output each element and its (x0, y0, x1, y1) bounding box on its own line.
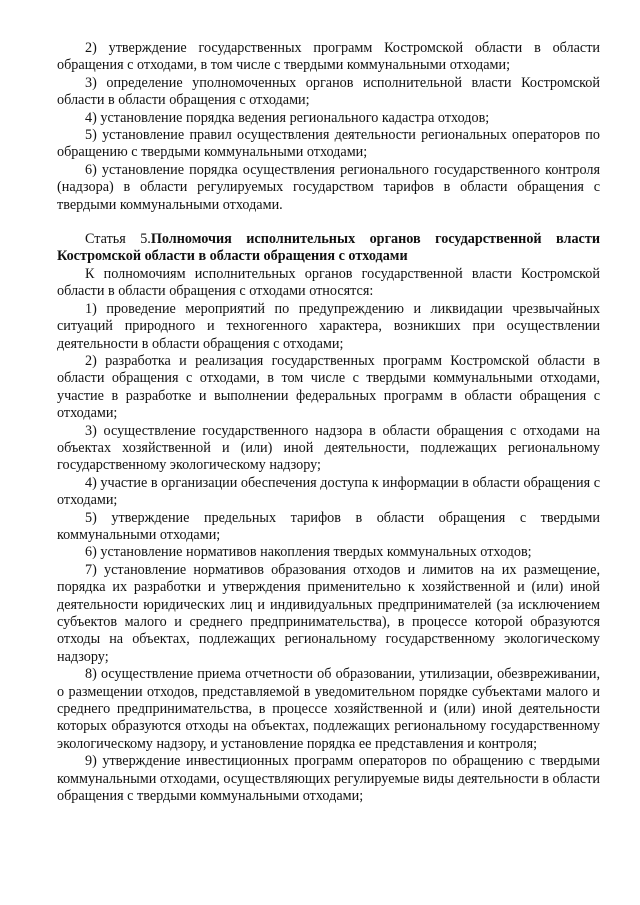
intro-item: 2) утверждение государственных программ Костромской области в области обращения с отходами, в том числе с твердыми коммунальными отходами; (57, 40, 600, 74)
intro-item: 6) установление порядка осуществления регионального государственного контроля (надзора) в области регулируемых государством тарифов в области обращения с твердыми коммунальными отходами. (57, 161, 600, 213)
article-item: 8) осуществление приема отчетности об образовании, утилизации, обезвреживании, о размещении отходов, представляемой в уведомительном порядке субъектами малого и среднего предпринимательства, в процессе хозяйственной и (или) иной деятельности которых образуются отходы на объектах, подлежащих региональному государственному экологическому надзору, и установление порядка ее представления и контроля; (57, 666, 600, 752)
article-item: 7) установление нормативов образования отходов и лимитов на их размещение, порядка их разработки и утверждения применительно к хозяйственной и (или) иной деятельности юридических лиц и индивидуальных предпринимателей (за исключением субъектов малого и среднего предпринимательства), в процессе которой образуются отходы на объектах, подлежащих региональному государственному экологическому надзору; (57, 561, 600, 665)
article-item: 6) установление нормативов накопления твердых коммунальных отходов; (85, 544, 532, 561)
article-title: Полномочия исполнительных органов государственной власти Костромской области в области обращения с отходами (57, 231, 600, 265)
article-item: 4) участие в организации обеспечения доступа к информации в области обращения с отходами; (57, 474, 600, 509)
intro-item: 5) установление правил осуществления деятельности региональных операторов по обращению с твердыми коммунальными отходами; (57, 127, 600, 161)
section-gap (57, 214, 600, 231)
article-heading (57, 231, 600, 266)
article-5 (57, 231, 600, 805)
intro-item: 4) установление порядка ведения регионального кадастра отходов; (85, 109, 490, 126)
article-item: 9) утверждение инвестиционных программ операторов по обращению с твердыми коммунальными отходами, осуществляющих регулируемые виды деятельности в области обращения с твердыми коммунальными отходами; (57, 753, 600, 805)
article-item: 3) осуществление государственного надзора в области обращения с отходами на объектах хозяйственной и (или) иной деятельности, подлежащих региональному государственному экологическому надзору; (57, 422, 600, 474)
document-body (57, 40, 600, 805)
article-item: 2) разработка и реализация государственных программ Костромской области в области обращения с отходами, в том числе с твердыми коммунальными отходами, участие в разработке и выполнении федеральных программ в области обращения с отходами; (57, 352, 600, 422)
article-lead: К полномочиям исполнительных органов государственной власти Костромской области в области обращения с отходами относятся: (57, 265, 600, 300)
intro-item: 3) определение уполномоченных органов исполнительной власти Костромской области в области обращения с отходами; (57, 74, 600, 109)
article-item: 1) проведение мероприятий по предупреждению и ликвидации чрезвычайных ситуаций природного и техногенного характера, возникших при осуществлении деятельности в области обращения с отходами; (57, 300, 600, 352)
article-prefix: Статья 5. (85, 231, 151, 248)
article-item: 5) утверждение предельных тарифов в области обращения с твердыми коммунальными отходами; (57, 509, 600, 543)
